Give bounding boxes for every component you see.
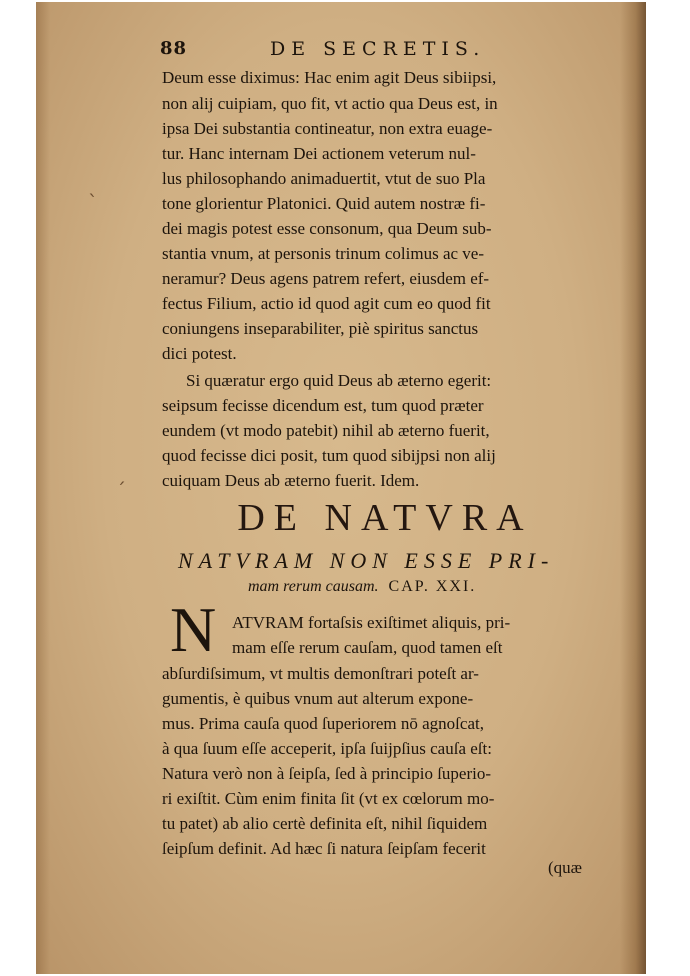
text-line: coniungens inseparabiliter, piè spiritus sanctus <box>162 319 479 338</box>
text-line: fectus Filium, actio id quod agit cum eo quod fit <box>162 294 491 313</box>
chapter-title-continuation: mam rerum causam. <box>248 578 379 595</box>
chapter-number: CAP. XXI. <box>388 578 477 595</box>
text-line: dici potest. <box>162 344 237 363</box>
text-line: seipsum fecisse dicendum est, tum quod præter <box>162 396 484 415</box>
text-line: ſeipſum definit. Ad hæc ſi natura ſeipſam fecerit <box>162 839 486 858</box>
paper-blemish-mark: ˊ <box>116 478 126 502</box>
text-line: tur. Hanc internam Dei actionem veterum nul- <box>162 144 476 163</box>
running-head <box>160 38 610 62</box>
text-line: à qua ſuum eſſe acceperit, ipſa ſuijpſius cauſa eſt: <box>162 739 492 758</box>
page-number: 88 <box>160 38 188 59</box>
drop-cap: N <box>170 594 217 665</box>
text-line: abſurdiſsimum, vt multis demonſtrari poteſt ar- <box>162 664 479 683</box>
text-line: dei magis potest esse consonum, qua Deum sub- <box>162 219 492 238</box>
text-line: stantia vnum, at personis trinum colimus ac ve- <box>162 244 484 263</box>
text-line: lus philosophando animaduertit, vtut de suo Pla <box>162 169 486 188</box>
text-line: gumentis, è quibus vnum aut alterum expone- <box>162 689 474 708</box>
text-line: cuiquam Deus ab æterno fuerit. Idem. <box>162 471 420 490</box>
text-line: quod fecisse dici posit, tum quod sibijpsi non alij <box>162 446 496 465</box>
text-line: ATVRAM fortaſsis exiſtimet aliquis, pri- <box>232 613 511 632</box>
text-line: Natura verò non à ſeipſa, ſed à principio ſuperio- <box>162 764 492 783</box>
section-heading: DE NATVRA <box>237 497 533 539</box>
text-line: mus. Prima cauſa quod ſuperiorem nō agnoſcat, <box>162 714 484 733</box>
running-title: DE SECRETIS. <box>270 38 486 60</box>
chapter-title: NATVRAM NON ESSE PRI- <box>178 548 555 573</box>
text-line: ri exiſtit. Cùm enim finita ſit (vt ex cœlorum mo- <box>162 789 495 808</box>
paper-blemish-mark: ˋ <box>88 190 98 214</box>
text-line: non alij cuipiam, quo fit, vt actio qua Deus est, in <box>162 94 498 113</box>
page-edge-shadow <box>620 2 646 974</box>
page-binding-shadow <box>36 2 50 974</box>
text-line: mam eſſe rerum cauſam, quod tamen eſt <box>232 638 503 657</box>
chapter-subtitle <box>248 578 608 596</box>
text-line: ipsa Dei substantia contineatur, non extra euage- <box>162 119 493 138</box>
text-line: tu patet) ab alio certè definita eſt, nihil ſiquidem <box>162 814 488 833</box>
text-line: neramur? Deus agens patrem refert, eiusdem ef- <box>162 269 490 288</box>
catchword: (quæ <box>548 858 582 877</box>
text-line: eundem (vt modo patebit) nihil ab æterno fuerit, <box>162 421 490 440</box>
text-line: Si quæratur ergo quid Deus ab æterno egerit: <box>186 371 492 390</box>
text-line: tone glorientur Platonici. Quid autem nostræ fi- <box>162 194 486 213</box>
text-line: Deum esse diximus: Hac enim agit Deus sibiipsi, <box>162 68 497 87</box>
